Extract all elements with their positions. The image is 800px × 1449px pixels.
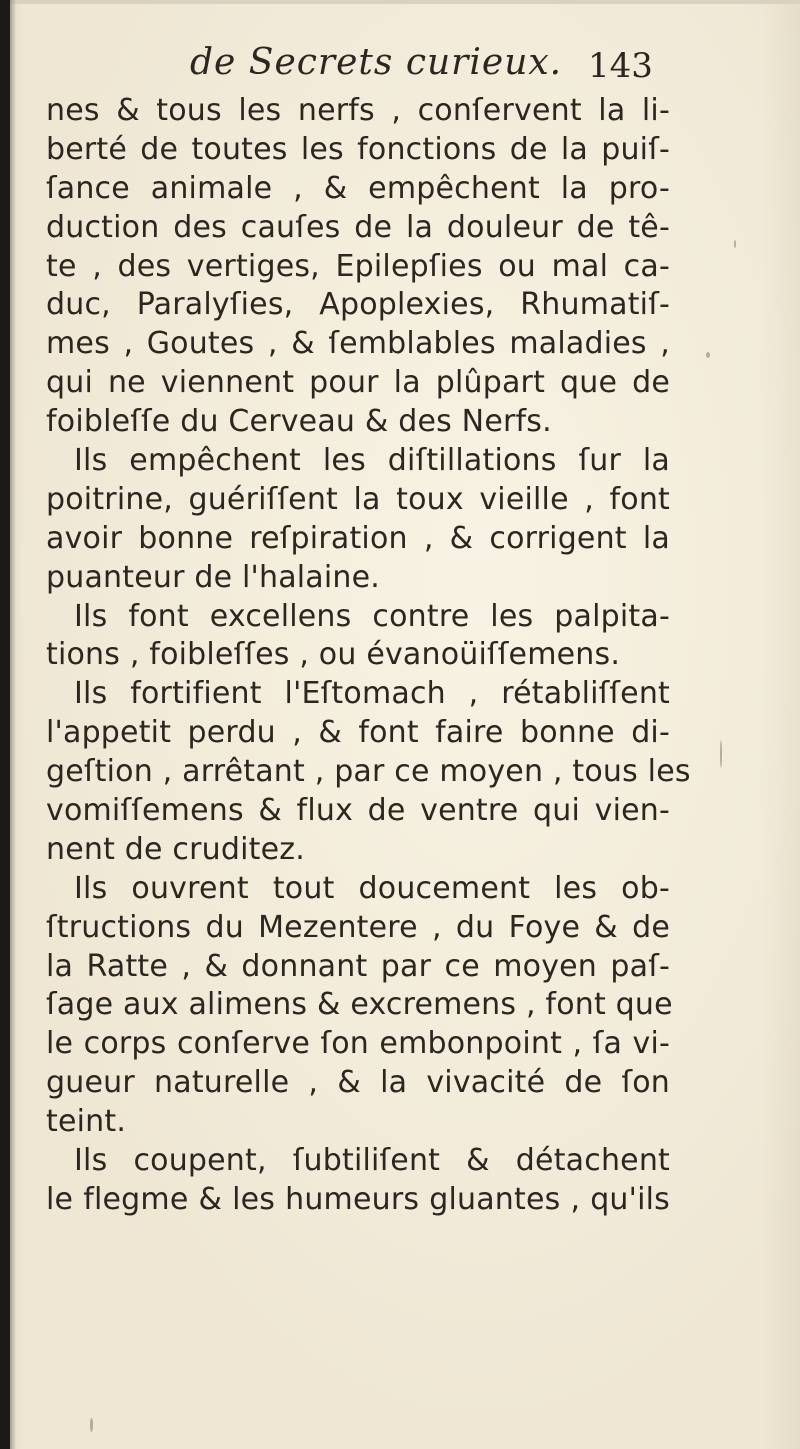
paper-speck xyxy=(734,240,736,248)
paper-speck xyxy=(720,740,722,768)
text-line: avoir bonne reſpiration , & corrigent la xyxy=(46,520,670,556)
text-line: Ils font excellens contre les palpita- xyxy=(74,598,670,634)
text-line: te , des vertiges, Epilepſies ou mal ca- xyxy=(46,248,670,284)
running-title: de Secrets curieux. xyxy=(190,42,563,83)
text-line: ſtructions du Mezentere , du Foye & de xyxy=(46,909,670,945)
text-line: poitrine, guériſſent la toux vieille , font xyxy=(46,481,670,517)
text-line: le flegme & les humeurs gluantes , qu'ils xyxy=(46,1181,670,1217)
text-line: Ils ouvrent tout doucement les ob- xyxy=(74,870,670,906)
text-line: gueur naturelle , & la vivacité de ſon xyxy=(46,1065,670,1101)
text-line: berté de toutes les fonctions de la puiſ- xyxy=(46,131,670,167)
text-line: l'appetit perdu , & font faire bonne di- xyxy=(46,715,670,751)
page-top-edge xyxy=(0,0,800,4)
page-number: 143 xyxy=(588,46,653,86)
binding-gutter xyxy=(0,0,10,1449)
text-line: tions , foibleſſes , ou évanoüiſſemens. xyxy=(46,637,621,673)
text-line: nent de cruditez. xyxy=(46,831,305,867)
text-line: teint. xyxy=(46,1104,127,1140)
text-line: la Ratte , & donnant par ce moyen paſ- xyxy=(46,948,670,984)
text-line: ſage aux alimens & excremens , font que xyxy=(46,987,673,1023)
text-line: ſance animale , & empêchent la pro- xyxy=(46,170,670,206)
text-line: foibleſſe du Cerveau & des Nerfs. xyxy=(46,404,552,440)
running-head xyxy=(0,42,800,90)
paper-speck xyxy=(90,1418,93,1432)
text-line: vomiſſemens & flux de ventre qui vien- xyxy=(46,793,670,829)
text-line: mes , Goutes , & ſemblables maladies , xyxy=(46,326,670,362)
text-line: duc, Paralyſies, Apoplexies, Rhumatiſ- xyxy=(46,287,670,323)
text-line: Ils fortifient l'Eſtomach , rétabliſſent xyxy=(74,676,670,712)
text-line: geſtion , arrêtant , par ce moyen , tous les xyxy=(46,754,691,790)
text-line: Ils coupent, ſubtiliſent & détachent xyxy=(74,1143,670,1179)
paper-speck xyxy=(706,352,710,358)
text-line: puanteur de l'halaine. xyxy=(46,559,381,595)
text-line: qui ne viennent pour la plûpart que de xyxy=(46,365,670,401)
text-line: duction des cauſes de la douleur de tê- xyxy=(46,209,670,245)
text-line: le corps conſerve ſon embonpoint , ſa vi- xyxy=(46,1026,670,1062)
body-text xyxy=(46,92,691,1220)
text-line: Ils empêchent les diſtillations ſur la xyxy=(74,443,670,479)
text-line: nes & tous les nerfs , conſervent la li- xyxy=(46,93,670,128)
gutter-shadow xyxy=(10,0,16,1449)
